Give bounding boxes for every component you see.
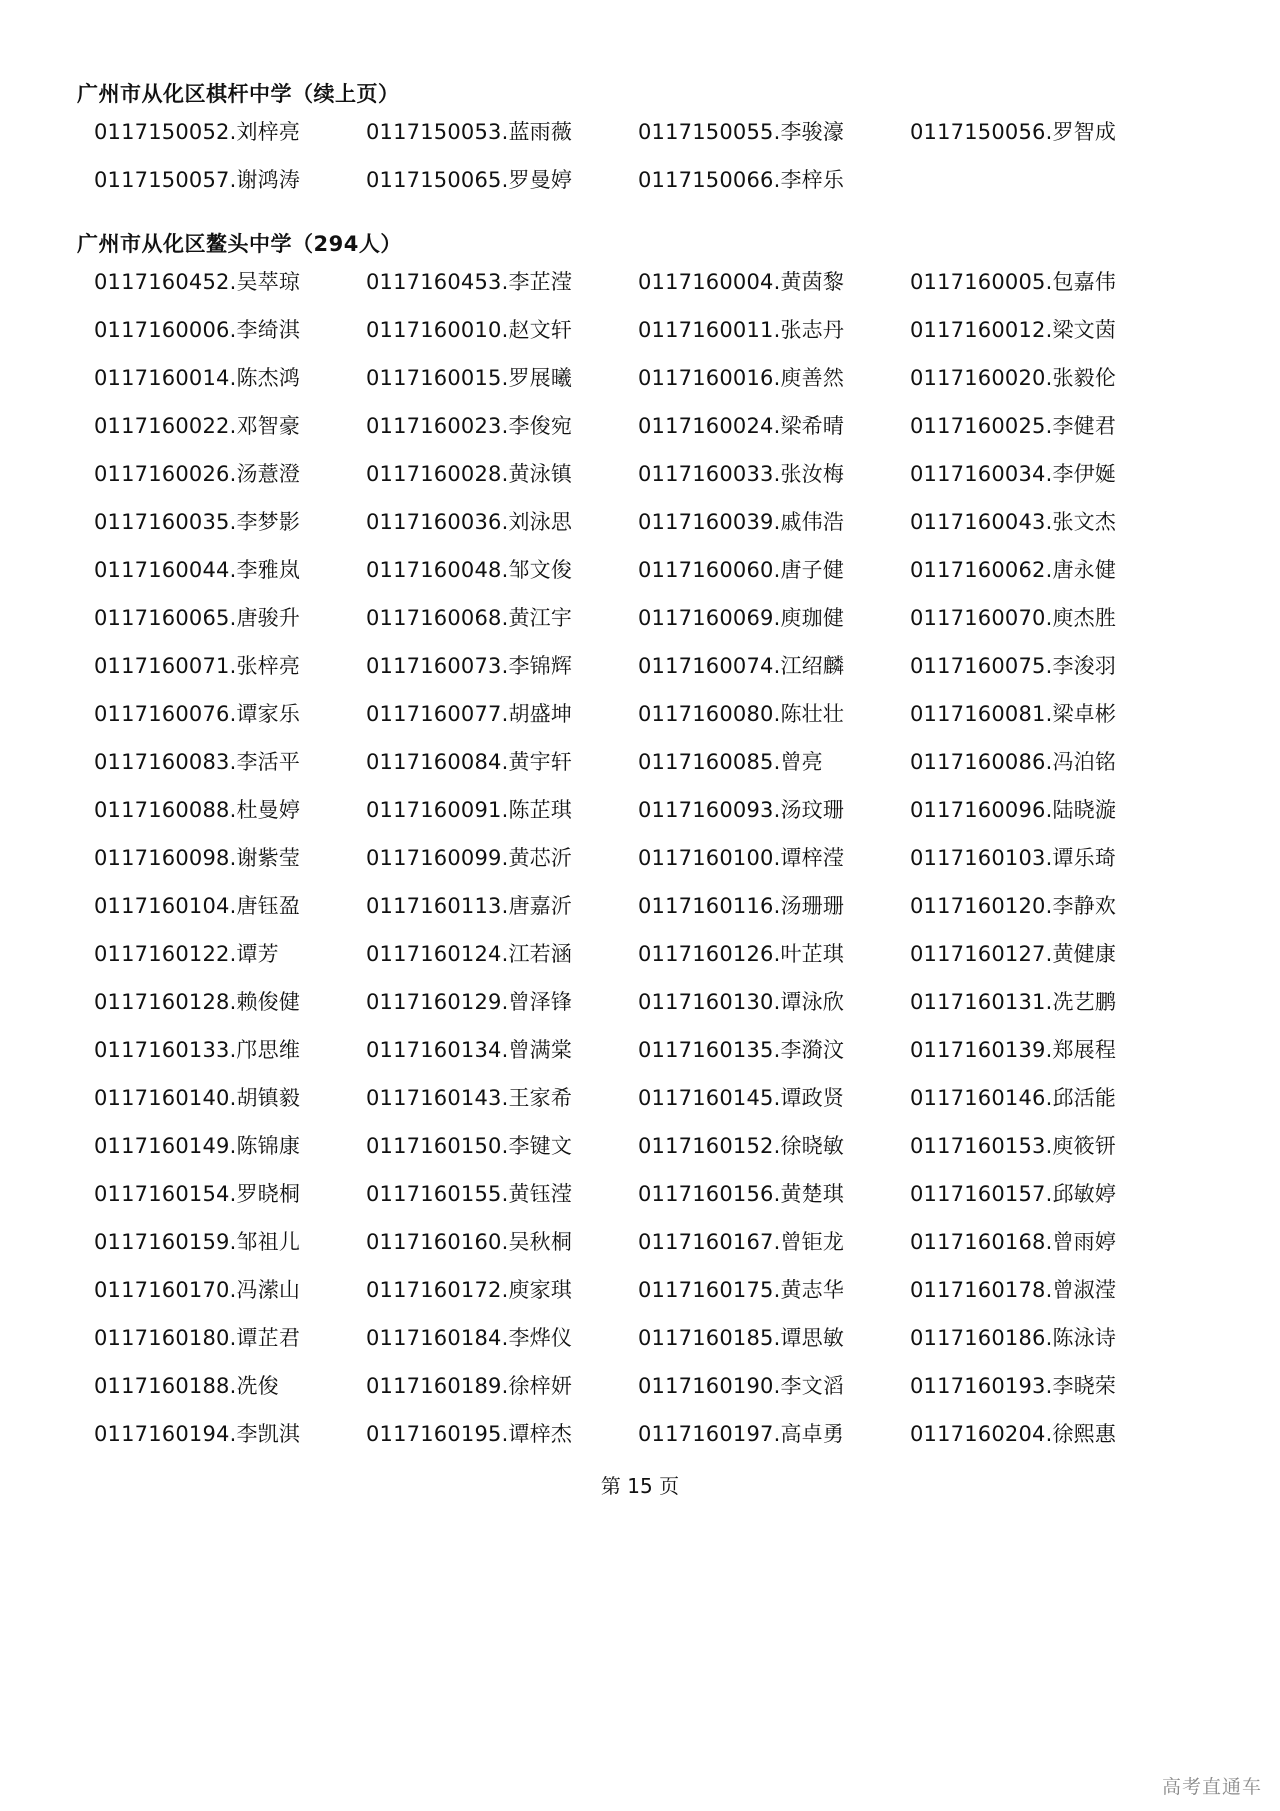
student-entry: 0117160150.李键文 [366, 1134, 573, 1158]
student-entry: 0117160188.冼俊 [94, 1374, 279, 1398]
student-row [94, 1226, 1274, 1274]
student-entry: 0117160104.唐钰盈 [94, 894, 301, 918]
student-entry: 0117160070.庾杰胜 [910, 606, 1117, 630]
student-row [94, 1418, 1274, 1466]
student-row [94, 314, 1274, 362]
student-entry: 0117160071.张梓亮 [94, 654, 301, 678]
student-entry: 0117160146.邱活能 [910, 1086, 1117, 1110]
student-row [94, 746, 1274, 794]
student-entry: 0117160039.戚伟浩 [638, 510, 845, 534]
student-grid [94, 116, 1274, 212]
student-entry: 0117160167.曾钜龙 [638, 1230, 845, 1254]
student-entry: 0117160084.黄宇轩 [366, 750, 573, 774]
student-entry: 0117150057.谢鸿涛 [94, 168, 301, 192]
student-entry: 0117160126.叶芷琪 [638, 942, 845, 966]
student-row [94, 986, 1274, 1034]
student-entry: 0117160023.李俊宛 [366, 414, 573, 438]
student-entry: 0117160069.庾珈健 [638, 606, 845, 630]
student-entry: 0117160091.陈芷琪 [366, 798, 573, 822]
student-entry: 0117160194.李凯淇 [94, 1422, 301, 1446]
student-entry: 0117160026.汤薏澄 [94, 462, 301, 486]
student-entry: 0117160035.李梦影 [94, 510, 301, 534]
student-row [94, 1082, 1274, 1130]
student-entry: 0117160076.谭家乐 [94, 702, 301, 726]
student-entry: 0117160014.陈杰鸿 [94, 366, 301, 390]
student-entry: 0117160012.梁文茵 [910, 318, 1117, 342]
student-entry: 0117160130.谭泳欣 [638, 990, 845, 1014]
section-title: 广州市从化区棋杆中学（续上页） [77, 82, 400, 106]
student-entry: 0117160180.谭芷君 [94, 1326, 301, 1350]
student-entry: 0117160077.胡盛坤 [366, 702, 573, 726]
student-entry: 0117160168.曾雨婷 [910, 1230, 1117, 1254]
student-entry: 0117160098.谢紫莹 [94, 846, 301, 870]
student-entry: 0117160129.曾泽锋 [366, 990, 573, 1014]
student-row [94, 1370, 1274, 1418]
student-entry: 0117160453.李芷滢 [366, 270, 573, 294]
student-entry: 0117160143.王家希 [366, 1086, 573, 1110]
student-entry: 0117150066.李梓乐 [638, 168, 845, 192]
student-row [94, 1034, 1274, 1082]
student-entry: 0117160020.张毅伦 [910, 366, 1117, 390]
student-entry: 0117160152.徐晓敏 [638, 1134, 845, 1158]
student-entry: 0117160028.黄泳镇 [366, 462, 573, 486]
student-entry: 0117150052.刘梓亮 [94, 120, 301, 144]
student-row [94, 410, 1274, 458]
student-entry: 0117160170.冯潆山 [94, 1278, 301, 1302]
student-entry: 0117160113.唐嘉沂 [366, 894, 573, 918]
student-entry: 0117160131.冼艺鹏 [910, 990, 1117, 1014]
student-entry: 0117160073.李锦辉 [366, 654, 573, 678]
student-entry: 0117160139.郑展程 [910, 1038, 1117, 1062]
student-entry: 0117160160.吴秋桐 [366, 1230, 573, 1254]
student-entry: 0117160010.赵文轩 [366, 318, 573, 342]
student-entry: 0117160155.黄钰滢 [366, 1182, 573, 1206]
student-entry: 0117160006.李绮淇 [94, 318, 301, 342]
student-row [94, 362, 1274, 410]
student-entry: 0117150053.蓝雨薇 [366, 120, 573, 144]
student-entry: 0117160062.唐永健 [910, 558, 1117, 582]
student-entry: 0117160178.曾淑滢 [910, 1278, 1117, 1302]
student-entry: 0117160195.谭梓杰 [366, 1422, 573, 1446]
student-entry: 0117160193.李晓荣 [910, 1374, 1117, 1398]
student-row [94, 1322, 1274, 1370]
student-entry: 0117160189.徐梓妍 [366, 1374, 573, 1398]
student-entry: 0117160452.吴萃琼 [94, 270, 301, 294]
student-row [94, 794, 1274, 842]
student-row [94, 602, 1274, 650]
student-entry: 0117160134.曾满棠 [366, 1038, 573, 1062]
student-entry: 0117160043.张文杰 [910, 510, 1117, 534]
watermark-text: 高考直通车 [1161, 1776, 1262, 1798]
student-entry: 0117160044.李雅岚 [94, 558, 301, 582]
student-entry: 0117160099.黄芯沂 [366, 846, 573, 870]
student-entry: 0117160204.徐熙惠 [910, 1422, 1117, 1446]
student-entry: 0117160145.谭政贤 [638, 1086, 845, 1110]
student-entry: 0117150056.罗智成 [910, 120, 1117, 144]
student-entry: 0117160060.唐子健 [638, 558, 845, 582]
student-entry: 0117160075.李浚羽 [910, 654, 1117, 678]
student-entry: 0117160197.高卓勇 [638, 1422, 845, 1446]
student-entry: 0117160015.罗展曦 [366, 366, 573, 390]
student-entry: 0117160153.庾筱钘 [910, 1134, 1117, 1158]
student-entry: 0117160124.江若涵 [366, 942, 573, 966]
student-row [94, 842, 1274, 890]
student-entry: 0117160034.李伊娫 [910, 462, 1117, 486]
student-row [94, 554, 1274, 602]
student-entry: 0117160085.曾亮 [638, 750, 823, 774]
student-entry: 0117160024.梁希晴 [638, 414, 845, 438]
student-entry: 0117160184.李烨仪 [366, 1326, 573, 1350]
student-entry: 0117160100.谭梓滢 [638, 846, 845, 870]
student-row [94, 1178, 1274, 1226]
student-row [94, 650, 1274, 698]
student-entry: 0117150065.罗曼婷 [366, 168, 573, 192]
student-entry: 0117160149.陈锦康 [94, 1134, 301, 1158]
student-grid [94, 266, 1274, 1466]
student-row [94, 458, 1274, 506]
student-entry: 0117160172.庾家琪 [366, 1278, 573, 1302]
student-entry: 0117160185.谭思敏 [638, 1326, 845, 1350]
student-row [94, 1130, 1274, 1178]
student-entry: 0117160135.李漪汶 [638, 1038, 845, 1062]
student-entry: 0117160103.谭乐琦 [910, 846, 1117, 870]
student-entry: 0117160116.汤珊珊 [638, 894, 845, 918]
student-entry: 0117160186.陈泳诗 [910, 1326, 1117, 1350]
student-row [94, 506, 1274, 554]
student-entry: 0117160011.张志丹 [638, 318, 845, 342]
student-entry: 0117160086.冯泊铭 [910, 750, 1117, 774]
student-entry: 0117160096.陆晓漩 [910, 798, 1117, 822]
student-row [94, 698, 1274, 746]
student-row [94, 1274, 1274, 1322]
student-entry: 0117160140.胡镇毅 [94, 1086, 301, 1110]
student-entry: 0117160022.邓智豪 [94, 414, 301, 438]
page-number: 第 15 页 [600, 1474, 680, 1498]
student-entry: 0117160016.庾善然 [638, 366, 845, 390]
student-entry: 0117160033.张汝梅 [638, 462, 845, 486]
student-row [94, 938, 1274, 986]
student-entry: 0117160005.包嘉伟 [910, 270, 1117, 294]
student-entry: 0117160080.陈壮壮 [638, 702, 845, 726]
student-entry: 0117160004.黄茵黎 [638, 270, 845, 294]
student-entry: 0117160157.邱敏婷 [910, 1182, 1117, 1206]
student-row [94, 266, 1274, 314]
student-entry: 0117160128.赖俊健 [94, 990, 301, 1014]
student-entry: 0117160068.黄江宇 [366, 606, 573, 630]
student-row [94, 116, 1274, 164]
student-entry: 0117160025.李健君 [910, 414, 1117, 438]
student-entry: 0117160127.黄健康 [910, 942, 1117, 966]
student-entry: 0117160083.李活平 [94, 750, 301, 774]
student-entry: 0117160074.江绍麟 [638, 654, 845, 678]
student-entry: 0117160065.唐骏升 [94, 606, 301, 630]
student-entry: 0117160175.黄志华 [638, 1278, 845, 1302]
student-entry: 0117150055.李骏濠 [638, 120, 845, 144]
student-entry: 0117160133.邝思维 [94, 1038, 301, 1062]
student-entry: 0117160093.汤玟珊 [638, 798, 845, 822]
student-entry: 0117160154.罗晓桐 [94, 1182, 301, 1206]
section-title: 广州市从化区鳌头中学（294人） [77, 232, 402, 256]
student-entry: 0117160156.黄楚琪 [638, 1182, 845, 1206]
student-entry: 0117160122.谭芳 [94, 942, 279, 966]
student-row [94, 890, 1274, 938]
student-entry: 0117160088.杜曼婷 [94, 798, 301, 822]
student-entry: 0117160048.邹文俊 [366, 558, 573, 582]
student-entry: 0117160190.李文滔 [638, 1374, 845, 1398]
student-row [94, 164, 1274, 212]
student-entry: 0117160120.李静欢 [910, 894, 1117, 918]
student-entry: 0117160036.刘泳思 [366, 510, 573, 534]
student-entry: 0117160081.梁卓彬 [910, 702, 1117, 726]
student-entry: 0117160159.邹祖儿 [94, 1230, 301, 1254]
